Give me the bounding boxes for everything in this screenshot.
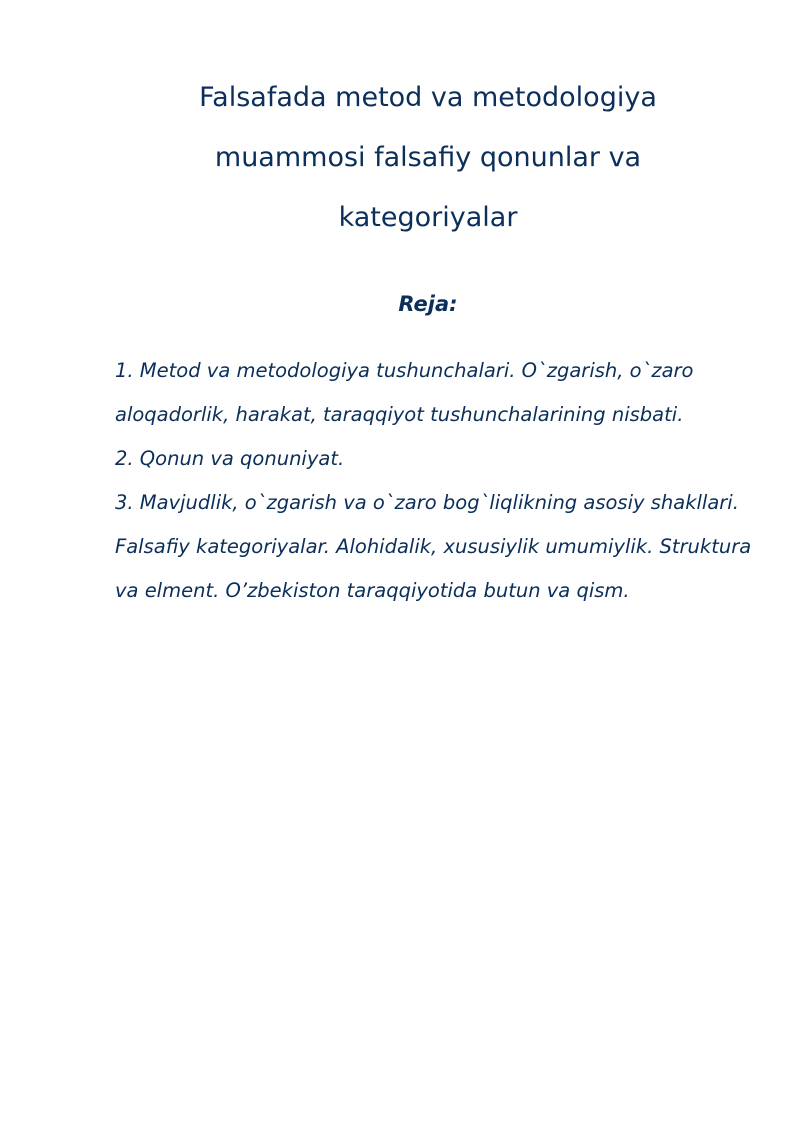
document-title — [110, 68, 746, 248]
title-line: kategoriyalar — [338, 202, 518, 233]
plan-line: 3. Mavjudlik, o`zgarish va o`zaro bog`liqlikning asosiy shakllari. — [115, 491, 739, 514]
title-line: muammosi falsafiy qonunlar va — [214, 142, 642, 173]
plan-list — [115, 349, 755, 613]
plan-line: 2. Qonun va qonuniyat. — [115, 447, 345, 470]
plan-line: 1. Metod va metodologiya tushunchalari. O`zgarish, o`zaro — [115, 359, 694, 382]
plan-line: Falsafiy kategoriyalar. Alohidalik, xususiylik umumiylik. Struktura — [115, 535, 752, 558]
plan-line: va elment. O’zbekiston taraqqiyotida butun va qism. — [115, 579, 630, 602]
plan-line: aloqadorlik, harakat, taraqqiyot tushunchalarining nisbati. — [115, 403, 684, 426]
title-line: Falsafada metod va metodologiya — [199, 82, 657, 113]
plan-heading: Reja: — [398, 292, 458, 316]
